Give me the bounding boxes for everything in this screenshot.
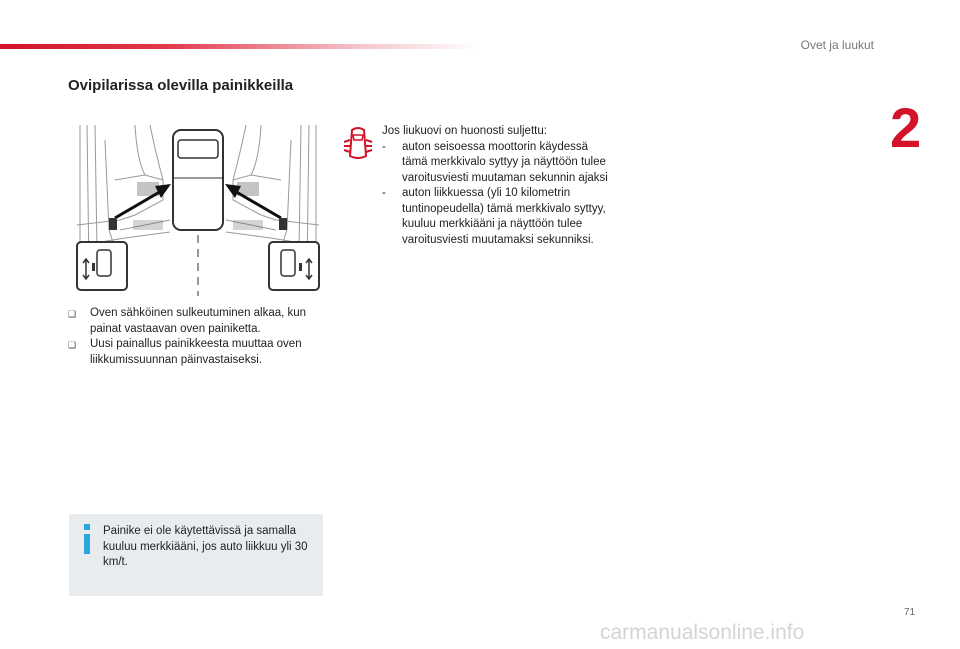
instruction-list (68, 306, 323, 368)
list-item-text: Oven sähköinen sulkeutuminen alkaa, kun painat vastaavan oven painiketta. (90, 307, 307, 335)
left-door-button-icon (77, 242, 127, 290)
list-item: - auton liikkuessa (yli 10 kilometrin tuntinopeudella) tämä merkkivalo syttyy, kuuluu merkkiääni ja näyttöön tulee varoitusviesti muutamaksi sekunniksi. (382, 186, 612, 248)
warning-intro: Jos liukuovi on huonosti suljettu: (382, 125, 547, 137)
header-accent-bar (0, 44, 480, 49)
chapter-number: 2 (890, 96, 922, 159)
checkbox-bullet-icon: ❑ (68, 340, 77, 350)
watermark: carmanualsonline.info (600, 621, 805, 644)
list-item-text: Uusi painallus painikkeesta muuttaa oven liikkumissuunnan päinvastaiseksi. (90, 338, 302, 366)
info-icon (81, 524, 93, 554)
right-door-button-icon (269, 242, 319, 290)
page-number: 71 (904, 607, 916, 618)
warning-text (382, 124, 612, 248)
list-item (68, 306, 323, 337)
list-item-text: auton seisoessa moottorin käydessä tämä merkkivalo syttyy ja näyttöön tulee varoitusviesti muutaman sekunnin ajaksi (402, 140, 608, 184)
list-item: - auton seisoessa moottorin käydessä tämä merkkivalo syttyy ja näyttöön tulee varoitusviesti muutaman sekunnin ajaksi (382, 140, 612, 187)
sliding-door-illustration (75, 120, 321, 298)
list-item (68, 337, 323, 368)
door-open-warning-icon (343, 126, 373, 162)
section-title: Ovet ja luukut (800, 38, 874, 52)
van-icon (173, 130, 223, 230)
list-item-text: auton liikkuessa (yli 10 kilometrin tuntinopeudella) tämä merkkivalo syttyy, kuuluu merkkiääni ja näyttöön tulee varoitusviesti muutamaksi sekunniksi. (402, 187, 606, 246)
info-box (69, 514, 323, 596)
checkbox-bullet-icon: ❑ (68, 309, 77, 319)
page-title: Ovipilarissa olevilla painikkeilla (68, 77, 294, 94)
info-text: Painike ei ole käytettävissä ja samalla kuuluu merkkiääni, jos auto liikkuu yli 30 km/t. (103, 525, 308, 568)
